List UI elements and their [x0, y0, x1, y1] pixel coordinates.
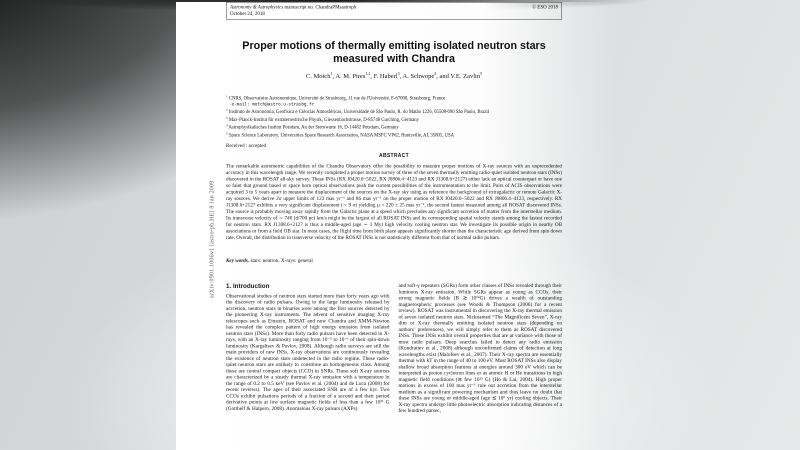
copyright-notice: © ESO 2018: [532, 4, 558, 10]
affiliation-number: 2: [226, 108, 228, 113]
contact-email: e-mail: motch@astro.u-strasbg.fr: [231, 101, 315, 107]
paper-title: [226, 39, 562, 65]
introduction-text-left: Observational studies of neutron stars started more than forty years ago with the discovery of radio pulsars. Owing to the large luminosity released by accretion, neutron stars in binaries were among the first sources detected by the pioneering X-ray instruments. The advent of sensitive imaging X-ray telescopes such as Einstein, ROSAT and now Chandra and XMM-Newton has revealed the complex pattern of high energy emission from isolated neutron stars (INSs). More than forty radio pulsars have been detected in X-rays, with an X-ray luminosity ranging from 10⁻⁵ to 10⁻¹ of their spin-down luminosity (Kargaltsev & Pavlov, 2008). Although radio surveys are still the main providers of new INSs, X-ray observations are continuously revealing the existence of neutron stars undetected in the radio regime. These radio-quiet neutron stars are unlikely to constitute an homogeneous class. Among these are central compact objects (CCO) in SNRs. These soft X-ray sources are characterized by a steady thermal X-ray emission with a temperature in the range of 0.2 to 0.5 keV (see Pavlov et al. (2004) and de Luca (2008) for recent reviews). The ages of their associated SNR are of a few kyr. Two CCOs exhibit pulsations periods of a fraction of a second and their period derivative points at low surface magnetic fields of less than a few 10¹¹ G (Gotthelf & Halpern, 2008). Anomalous X-ray pulsars (AXPs): [226, 293, 390, 412]
author-name: A. Schwope: [402, 72, 435, 80]
paper-title-line1: Proper motions of thermally emitting isolated neutron stars: [242, 39, 546, 52]
author-name: F. Haberl: [373, 72, 398, 80]
arxiv-watermark: arXiv:0901.1006v1 [astro-ph.HE] 8 Jan 2009: [208, 180, 215, 298]
author-affiliation-ref: 1: [330, 71, 333, 76]
author-affiliation-ref: 4: [434, 71, 437, 76]
introduction-text-right: and soft-γ repeaters (SGRs) form other classes of INSs revealed through their luminous X-ray emission. While SGRs appear as young as CCOs, their strong magnetic fields (B ≳ 10¹⁴G) drives a wealth of outstanding magnetospheric processes (see Woods & Thompson (2006) for a recent review). ROSAT was instrumental in discovering the X-ray thermal emission of seven isolated neutron stars. Nicknamed “The Magnificent Seven”, X-ray dim or X-ray thermally emitting isolated neutron stars (depending on authors’ preferences), we will simply refer to them as ROSAT discovered INSs. These INSs exhibit overall properties that are at variance with those of most radio pulsars. Deep searches failed to detect any radio emission (Kondratiev et al., 2008) although unconfirmed claims of detection at long wavelengths exist (Malofeev et al., 2007). Their X-ray spectra are essentially thermal with kT in the range of 40 to 100 eV. Most ROSAT INSs also display shallow broad absorption features at energies around 300 eV which can be interpreted as proton cyclotron lines or as atomic H or He transitions in high magnetic field conditions (≳ few 10¹³ G) (Ho & Lai, 2004). High proper motions in excess of 100 mas yr⁻¹ rule out accretion from the interstellar medium as a significant powering mechanism and thus leave no doubt that these INSs are young or middle-aged (age ≲ 10⁶ yr) cooling objects. Their X-ray spectra undergo little photoelectric absorption indicating distances of a few hundred parsec,: [398, 283, 562, 414]
paper-sheet: [176, 2, 616, 450]
received-accepted-line: Received : accepted: [226, 143, 266, 149]
affiliation-list: [226, 94, 562, 139]
affiliation-item: $^1$ CNRS, Observatoire Astronomique, Université de Strasbourg, 11 rue de l'Université, F-67000, Strasbourg, France e-mail: motch@astro.u-strasbg.fr: [226, 94, 562, 108]
author-name: V.E. Zavlin: [450, 72, 481, 80]
keywords-line: [226, 258, 562, 264]
affiliation-number: 4: [226, 124, 228, 128]
paper-page: [176, 2, 616, 450]
section-heading-introduction: 1. Introduction: [226, 283, 270, 290]
journal-name: Astronomy & Astrophysics: [230, 4, 284, 10]
body-columns: [226, 283, 562, 450]
body-column-left: [226, 283, 390, 450]
affiliation-item: $^5$ Space Science Laboratory, Universities Space Research Association, NASA MSFC VP62, Huntsville, AL 35805, USA: [226, 132, 455, 139]
abstract-text: The remarkable astrometric capabilities of the Chandra Observatory offer the possibility to measure proper motions of X-ray sources with an unprecedented accuracy in this wavelength range. We recently completed a proper motion survey of three of the seven thermally emitting radio-quiet isolated neutron stars (INSs) discovered in the ROSAT all-sky survey. These INSs (RX J0420.0−5022, RX J0806.4−4123 and RX J1308.6+2127) either lack an optical counterpart or have one so faint that ground based or space born optical observations push the current possibilities of the instrumentation to the limit. Pairs of ACIS observations were acquired 3 to 5 years apart to measure the displacement of the sources on the X-ray sky using as reference the background of extragalactic or remote Galactic X-ray sources. We derive 2σ upper limits of 123 mas yr⁻¹ and 86 mas yr⁻¹ on the proper motion of RX J0420.0−5022 and RX J0806.4−4123, respectively. RX J1308.6+2127 exhibits a very significant displacement (∼ 9 σ) yielding µ = 220 ± 25 mas yr⁻¹, the second fastest measured among all ROSAT discovered INSs. The source is probably moving away rapidly from the Galactic plane at a speed which precludes any significant accretion of matter from the interstellar medium. Its transverse velocity of ∼ 740 (d/700 pc) km/s might be the largest of all ROSAT INSs and its corresponding spatial velocity stands among the fastest recorded for neutron stars. RX J1308.6+2127 is thus a middle-aged (age ∼ 1 My) high velocity cooling neutron star. We investigate its possible origin in nearby OB associations or from a field OB star. In most cases, the flight time from birth place appears significantly shorter than the characteristic age derived from spin down rate. Overall, the distribution in transverse velocity of the ROSAT INSs is not statistically different from that of normal radio pulsars.: [226, 163, 562, 241]
manuscript-number: manuscript no. ChandraPMsastroph: [283, 4, 357, 10]
affiliation-number: 5: [226, 132, 228, 136]
affiliation-item: $^2$ Instituto de Astronomia, Geofísica e Ciências Atmosféricas, Universidade de São Paulo, R. do Matão 1226, 05508-090 São Paulo, Brazil: [226, 108, 489, 115]
affiliation-number: 3: [226, 116, 228, 120]
keywords-text: stars: neutron, X-rays: general: [249, 258, 313, 264]
manuscript-date: October 24, 2018: [230, 11, 265, 17]
author-affiliation-ref: 1,2: [365, 71, 371, 76]
manuscript-header-left: [230, 4, 356, 17]
body-column-right: [399, 283, 563, 450]
author-affiliation-ref: 3: [397, 71, 400, 76]
author-name: C. Motch: [305, 72, 331, 80]
author-affiliation-ref: 5: [480, 71, 483, 76]
manuscript-header-box: [226, 2, 562, 20]
affiliation-item: $^4$ Astrophysikalisches Institut Potsdam, An der Sternwarte 16, D-14482 Potsdam, Germany: [226, 124, 399, 131]
keywords-label: Key words.: [226, 258, 250, 264]
abstract-heading: ABSTRACT: [379, 153, 409, 159]
affiliation-item: $^3$ Max-Planck-Institut für extraterrestrische Physik, Giessenbachstrasse, D-85748 Garching, Germany: [226, 116, 420, 123]
affiliation-number: 1: [226, 95, 228, 99]
author-list: C. Motch$^1$, A. M. Pires$^{1,2}$, F. Haberl$^3$, A. Schwope$^4$, and V.E. Zavlin$^5$: [305, 71, 483, 80]
paper-title-line2: measured with Chandra: [333, 52, 455, 65]
author-name: A. M. Pires: [335, 72, 366, 80]
